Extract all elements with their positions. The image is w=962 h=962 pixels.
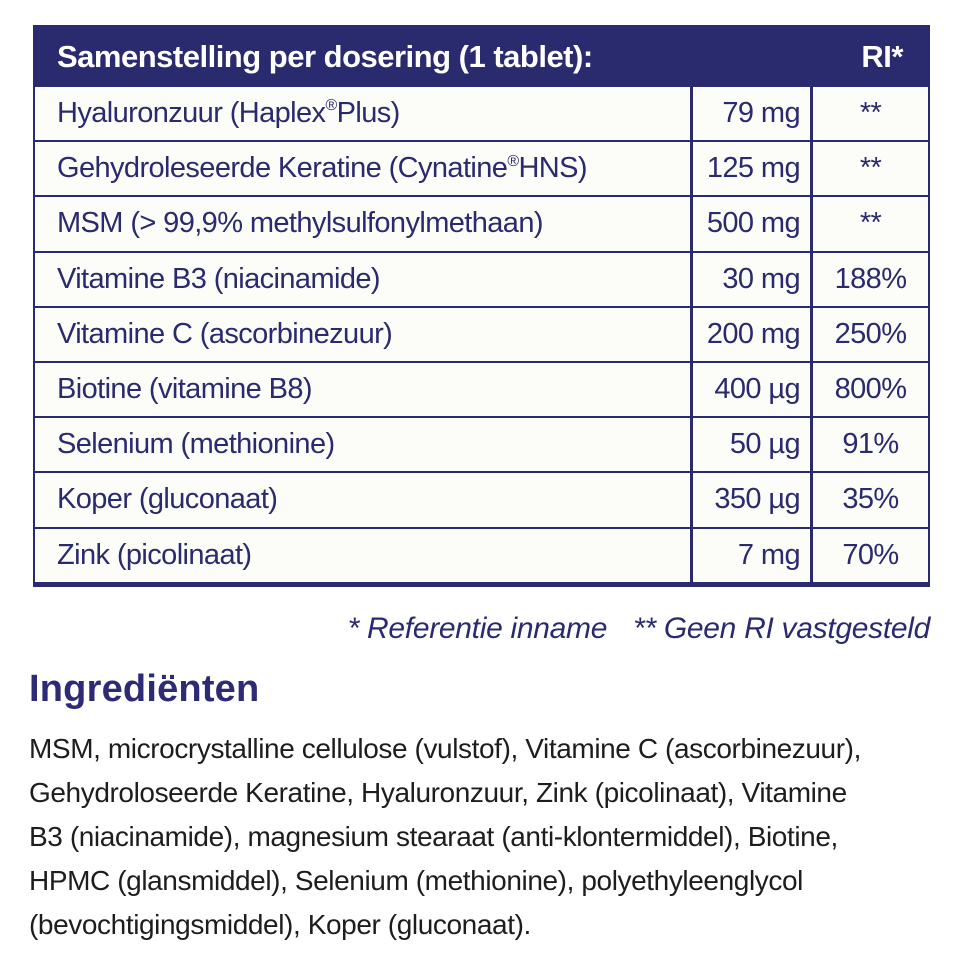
ingredient-amount-cell: 400 µg [690,363,810,416]
ingredient-ri-cell: 70% [810,529,928,582]
ingredient-ri-cell: 35% [810,473,928,526]
ingredient-line: MSM, microcrystalline cellulose (vulstof), Vitamine C (ascorbinezuur), [29,733,861,764]
footnote-reference-intake: * Referentie inname [347,612,608,645]
table-row [35,251,928,306]
table-row [35,471,928,526]
ingredient-name-cell: Vitamine B3 (niacinamide) [57,262,380,295]
ingredient-name-cell: Hyaluronzuur (Haplex ® Plus) [57,97,400,130]
ingredient-amount-cell: 125 mg [690,142,810,195]
ingredient-amount-cell: 500 mg [690,197,810,250]
ingredient-line: Gehydroloseerde Keratine, Hyaluronzuur, Zink (picolinaat), Vitamine [29,777,847,808]
ingredient-ri-cell: ** [810,87,928,140]
footnote [348,612,930,646]
ingredient-amount-cell: 350 µg [690,473,810,526]
ingredient-ri-cell: ** [810,142,928,195]
table-header [35,27,928,87]
ingredient-ri-cell: 800% [810,363,928,416]
ingredient-amount-cell: 7 mg [690,529,810,582]
ingredient-amount-cell: 30 mg [690,253,810,306]
ingredient-name-cell: MSM (> 99,9% methylsulfonylmethaan) [57,207,543,240]
table-row [35,195,928,250]
supplement-facts-table [33,25,930,587]
ingredient-line: HPMC (glansmiddel), Selenium (methionine), polyethyleenglycol [29,865,803,896]
table-row [35,87,928,140]
table-row [35,306,928,361]
table-row [35,140,928,195]
ingredient-name-cell: Koper (gluconaat) [57,483,278,516]
ingredients-paragraph [29,727,934,947]
ingredient-name-cell: Biotine (vitamine B8) [57,373,312,406]
table-body [35,87,928,582]
ingredient-ri-cell: 250% [810,308,928,361]
footnote-no-ri: ** Geen RI vastgesteld [633,612,930,645]
table-row [35,416,928,471]
ingredients-heading: Ingrediënten [29,668,260,710]
table-row [35,527,928,582]
ingredient-name-cell: Zink (picolinaat) [57,538,252,571]
ingredient-line: B3 (niacinamide), magnesium stearaat (anti-klontermiddel), Biotine, [29,821,838,852]
ingredient-amount-cell: 200 mg [690,308,810,361]
ingredient-amount-cell: 50 µg [690,418,810,471]
ingredient-ri-cell: ** [810,197,928,250]
ingredient-name-cell: Selenium (methionine) [57,428,335,461]
table-row [35,361,928,416]
ingredient-name-cell: Gehydroleseerde Keratine (Cynatine ® HNS) [57,152,587,185]
ingredient-amount-cell: 79 mg [690,87,810,140]
table-title: Samenstelling per dosering (1 tablet): [57,39,593,74]
ingredient-name-cell: Vitamine C (ascorbinezuur) [57,317,393,350]
ri-column-header: RI* [861,39,903,74]
ingredient-line: (bevochtigingsmiddel), Koper (gluconaat). [29,909,531,940]
ingredient-ri-cell: 91% [810,418,928,471]
ingredient-ri-cell: 188% [810,253,928,306]
